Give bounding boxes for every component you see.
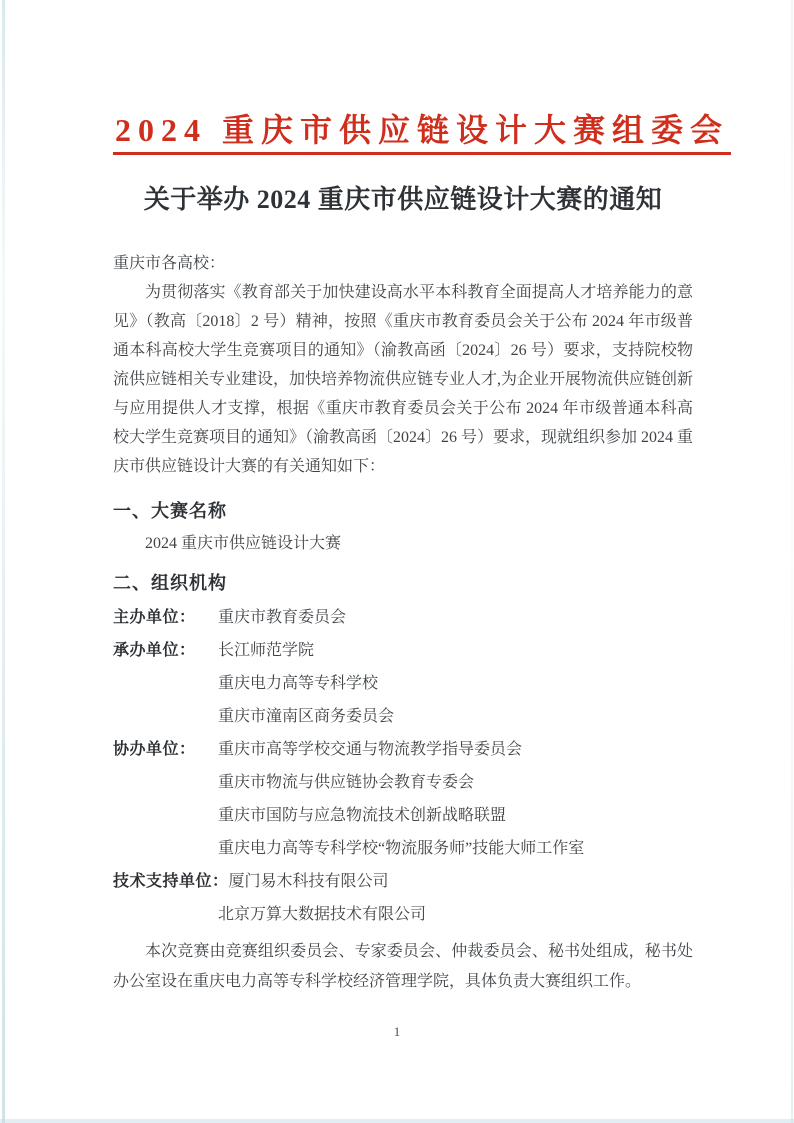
org-row-label: 承办单位： <box>113 642 196 659</box>
org-row-value: 重庆电力高等专科学校“物流服务师”技能大师工作室 <box>218 840 585 857</box>
org-row-value: 重庆市物流与供应链协会教育专委会 <box>218 774 475 791</box>
org-row-label: 主办单位： <box>113 609 196 626</box>
scan-edge-bottom-artifact <box>0 1119 794 1123</box>
org-row-value: 厦门易木科技有限公司 <box>228 873 389 890</box>
org-row <box>113 832 693 865</box>
closing-paragraph: 本次竞赛由竞赛组织委员会、专家委员会、仲裁委员会、秘书处组成，秘书处办公室设在重庆电力高等专科学校经济管理学院，具体负责大赛组织工作。 <box>113 943 693 990</box>
document-content <box>113 0 730 997</box>
document-subtitle: 关于举办 2024 重庆市供应链设计大赛的通知 <box>143 185 663 214</box>
org-row-value: 北京万算大数据技术有限公司 <box>218 906 427 923</box>
org-row-value: 重庆市潼南区商务委员会 <box>218 708 395 725</box>
org-row <box>113 898 693 931</box>
document-title: 2024 重庆市供应链设计大赛组委会 <box>113 110 731 155</box>
org-row-value: 重庆市国防与应急物流技术创新战略联盟 <box>218 807 507 824</box>
org-row <box>113 865 693 898</box>
org-row <box>113 799 693 832</box>
org-row-value: 重庆市高等学校交通与物流教学指导委员会 <box>218 741 523 758</box>
org-row-label: 技术支持单位： <box>113 873 229 890</box>
section-heading-organization: 二、组织机构 <box>113 573 227 593</box>
salutation: 重庆市各高校： <box>113 255 226 272</box>
scan-edge-right-artifact <box>791 0 793 1123</box>
org-row <box>113 634 693 667</box>
section-heading-competition-name: 一、大赛名称 <box>113 501 227 521</box>
organization-list <box>113 601 693 931</box>
org-row <box>113 700 693 733</box>
org-row-label: 协办单位： <box>113 741 196 758</box>
competition-name: 2024 重庆市供应链设计大赛 <box>145 535 342 552</box>
page-number: 1 <box>393 1024 401 1039</box>
org-row-value: 重庆电力高等专科学校 <box>218 675 379 692</box>
org-row-value: 长江师范学院 <box>218 642 315 659</box>
org-row-value: 重庆市教育委员会 <box>218 609 347 626</box>
org-row <box>113 733 693 766</box>
org-row <box>113 667 693 700</box>
scan-edge-left-artifact <box>2 0 5 1123</box>
org-row <box>113 601 693 634</box>
org-row <box>113 766 693 799</box>
intro-paragraph: 为贯彻落实《教育部关于加快建设高水平本科教育全面提高人才培养能力的意见》（教高〔2018〕2 号）精神，按照《重庆市教育委员会关于公布 2024 年市级普通本科高校大学生竞赛项目的通知》（渝教高函〔2024〕26 号）要求，支持院校物流供应链相关专业建设，加快培养物流供应链专业人才,为企业开展物流供应链创新与应用提供人才支撑，根据《重庆市教育委员会关于公布 2024 年市级普通本科高校大学生竞赛项目的通知》（渝教高函〔2024〕26 号）要求，现就组织参加 2024 重庆市供应链设计大赛的有关通知如下： <box>113 284 694 475</box>
title-block <box>113 110 730 157</box>
